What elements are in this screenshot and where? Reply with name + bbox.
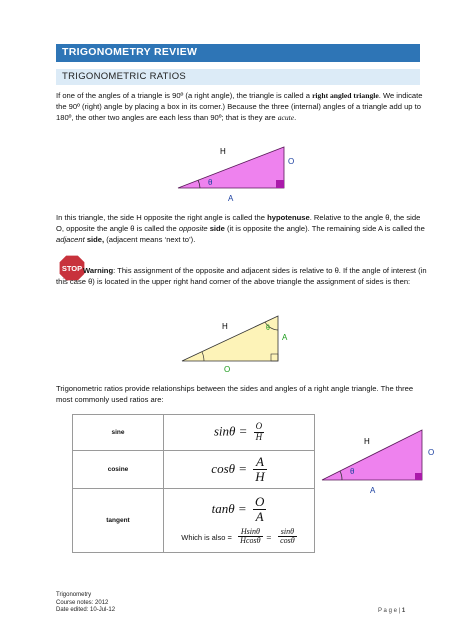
intro-acute-term: acute (277, 112, 295, 122)
table-row-sine (73, 415, 315, 451)
intro-text-1: If one of the angles of a triangle is 90º (a right angle), the triangle is called a (56, 91, 313, 100)
tangent-alt-equals: = (265, 531, 272, 542)
table-row-cosine (73, 451, 315, 489)
triangle-1-label-h: H (220, 147, 226, 156)
subsection-title: TRIGONOMETRIC RATIOS (62, 71, 187, 82)
sides-text-2: . Relative to the angle θ, the side O, opposite the angle θ is called the (56, 213, 421, 233)
triangle-1-label-o: O (288, 157, 295, 166)
ratio-formula-tangent (164, 489, 315, 553)
warning-text: : This assignment of the opposite and adjacent sides is relative to θ. If the angle of interest (in this case θ) is located in the upper right hand corner of the above triangle the assignment of sides is then: (56, 266, 427, 286)
triangle-diagram-3 (318, 424, 446, 500)
triangle-1-label-a: A (228, 194, 234, 203)
hypotenuse-term: hypotenuse (267, 213, 310, 222)
cosine-fraction (253, 455, 266, 485)
intro-text-3: . (294, 112, 297, 122)
section-title: TRIGONOMETRY REVIEW (62, 46, 198, 58)
sides-text-4: (adjacent means ‘next to’). (104, 234, 196, 244)
ratio-name-cosine: cosine (73, 451, 164, 489)
opposite-side-term: side (207, 223, 225, 233)
ratio-name-sine: sine (73, 415, 164, 451)
tangent-alt-fraction-2 (278, 528, 297, 547)
triangle-2-label-h: H (222, 322, 228, 331)
tangent-alt-numerator-2: sinθ (278, 528, 297, 538)
tangent-alt (164, 528, 314, 547)
sine-denominator: H (255, 432, 263, 442)
triangle-2-label-theta: θ (266, 325, 270, 332)
footer-line-2: Course notes: 2012 (56, 599, 109, 606)
page-label: P a g e | (378, 608, 401, 614)
adjacent-term: adjacent (56, 234, 85, 244)
triangle-3-label-h: H (364, 437, 370, 446)
ratio-formula-cosine (164, 451, 315, 489)
ratio-formula-sine (164, 415, 315, 451)
triangle-3-shape (322, 430, 422, 480)
footer-line-3: Date edited: 10-Jul-12 (56, 607, 116, 613)
triangle-3-label-a: A (370, 486, 376, 495)
stop-sign-text: STOP (61, 264, 83, 273)
warning-label: Warning (83, 266, 114, 275)
tangent-numerator: O (254, 493, 265, 509)
triangle-1-label-theta: θ (208, 178, 213, 187)
triangle-2-label-a: A (282, 333, 288, 342)
ratio-name-tangent: tangent (73, 489, 164, 553)
table-row-tangent (73, 489, 315, 553)
tangent-alt-denominator-2: cosθ (280, 536, 295, 546)
right-angle-box-3 (415, 473, 422, 480)
cosine-lhs: cosθ = (211, 460, 248, 476)
tangent-alt-fraction-1 (238, 528, 262, 547)
triangle-1-shape (178, 147, 284, 188)
tangent-denominator: A (255, 509, 264, 525)
sides-paragraph (56, 213, 426, 245)
adjacent-side-term: side, (84, 234, 105, 244)
sine-numerator: O (255, 421, 263, 432)
page-number (378, 608, 405, 614)
tangent-lhs: tanθ = (211, 500, 247, 516)
triangle-3-label-theta: θ (350, 467, 355, 476)
sine-lhs: sinθ = (213, 423, 248, 439)
triangle-3-label-o: O (428, 448, 435, 457)
tangent-fraction (253, 495, 266, 525)
opposite-term: opposite (178, 223, 208, 233)
triangle-diagram-2 (176, 310, 306, 376)
sine-fraction (254, 422, 265, 443)
intro-bold-term: right angled triangle (312, 91, 379, 100)
tangent-also-label: Which is also = (181, 532, 232, 542)
page-footer (56, 592, 115, 615)
tangent-alt-numerator-1: Hsinθ (238, 528, 262, 538)
page-number-value: 1 (401, 608, 406, 614)
footer-line-1: Trigonometry (56, 592, 92, 598)
ratios-intro-paragraph: Trigonometric ratios provide relationships between the sides and angles of a right angle triangle. The three most commonly used ratios are: (56, 384, 414, 404)
cosine-denominator: H (255, 469, 265, 484)
right-angle-box-1 (276, 180, 284, 188)
sides-text-3: (it is opposite the angle). The remaining side A is called the (224, 223, 425, 233)
tangent-alt-denominator-1: Hcosθ (240, 536, 261, 546)
trig-ratio-table (72, 414, 315, 553)
triangle-diagram-1 (170, 140, 310, 210)
tangent-main (164, 495, 314, 525)
triangle-2-label-o: O (224, 365, 231, 374)
sides-text-1: In this triangle, the side H opposite the right angle is called the (56, 213, 268, 222)
cosine-numerator: A (253, 455, 266, 470)
warning-paragraph (56, 266, 428, 288)
intro-text-2: . We indicate the 90º (right) angle by placing a box in its corner.) Because the three (internal) angles of a triangle add up to 180º, the other two angles are each less than 90º; that is they are (56, 91, 423, 122)
triangle-2-shape (182, 316, 278, 361)
intro-paragraph (56, 91, 426, 123)
